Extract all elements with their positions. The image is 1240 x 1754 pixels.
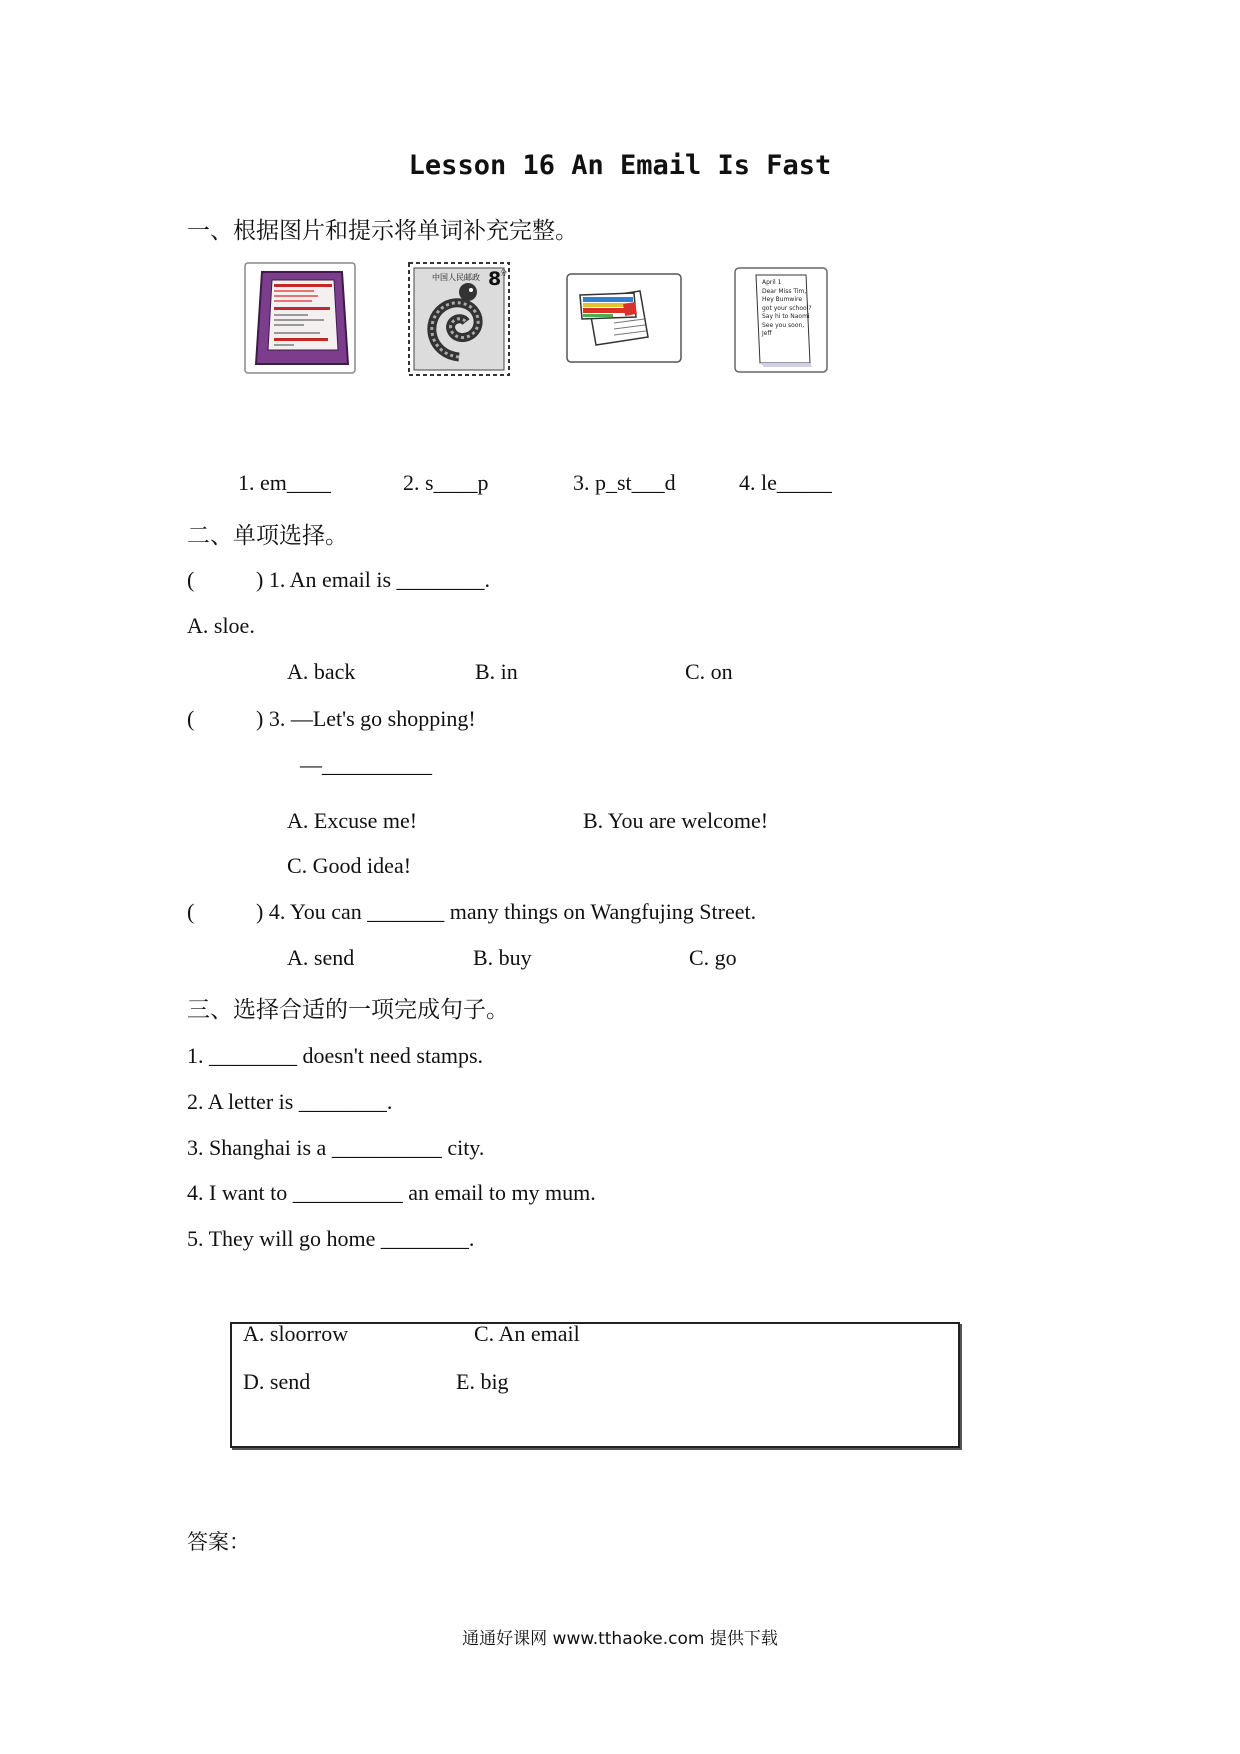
box-option-a: A. sloorrow — [243, 1321, 349, 1346]
fill-item-5: 5. They will go home ________. — [187, 1226, 475, 1251]
fill-item-4: 4. I want to __________ an email to my mum. — [187, 1180, 596, 1205]
q4-option-c: C. go — [689, 945, 737, 970]
q2-option-a: A. back — [287, 659, 356, 684]
postcard-icon — [566, 273, 682, 363]
word-item-1: 1. em____ — [238, 470, 331, 495]
q4-text: ) 4. You can _______ many things on Wangfujing Street. — [256, 899, 757, 924]
box-option-d: D. send — [243, 1369, 311, 1394]
word-item-4: 4. le_____ — [739, 470, 832, 495]
letter-line: Jeff — [762, 330, 772, 337]
fill-item-1: 1. ________ doesn't need stamps. — [187, 1043, 484, 1068]
letter-line: April 1 — [762, 279, 782, 286]
q3-option-b: B. You are welcome! — [583, 808, 769, 833]
letter-line: got your school? — [762, 304, 812, 312]
section2-heading: 二、单项选择。 — [187, 523, 348, 549]
section3-heading: 三、选择合适的一项完成句子。 — [187, 997, 509, 1023]
letter-line: Say hi to Naomi — [762, 313, 810, 320]
box-option-e: E. big — [456, 1369, 509, 1394]
q2-option-b: B. in — [475, 659, 518, 684]
stamp-country-text: 中国人民邮政 — [432, 273, 480, 282]
fill-item-2: 2. A letter is ________. — [187, 1089, 393, 1114]
letter-line: See you soon, — [762, 321, 805, 329]
word-item-2: 2. s____p — [403, 470, 489, 495]
stamp-icon — [408, 262, 510, 376]
stamp-unit-text: 分 — [500, 269, 507, 277]
page-title: Lesson 16 An Email Is Fast — [408, 150, 832, 181]
fill-item-3: 3. Shanghai is a __________ city. — [187, 1135, 485, 1160]
q3-option-a: A. Excuse me! — [287, 808, 418, 833]
section1-heading: 一、根据图片和提示将单词补充完整。 — [187, 218, 578, 244]
box-option-c: C. An email — [474, 1321, 580, 1346]
letter-line: Hey Bumwire — [762, 296, 803, 303]
q3-option-c: C. Good idea! — [287, 853, 412, 878]
q4-option-b: B. buy — [473, 945, 532, 970]
q4-option-a: A. send — [287, 945, 355, 970]
word-item-3: 3. p_st___d — [573, 470, 676, 495]
q1-option: A. sloe. — [187, 613, 255, 638]
letter-line: Dear Miss Tim, — [762, 287, 807, 295]
answers-label: 答案： — [187, 1530, 250, 1554]
q3-text: ) 3. —Let's go shopping! — [256, 706, 476, 731]
q3-reply: —__________ — [300, 752, 432, 777]
letter-icon — [734, 267, 828, 373]
q3-paren: ( — [187, 706, 195, 731]
stamp-value-text: 8 — [488, 268, 502, 290]
q1-paren: ( — [187, 567, 195, 592]
footer-text: 通通好课网 www.tthaoke.com 提供下载 — [462, 1629, 778, 1649]
q1-text: ) 1. An email is ________. — [256, 567, 491, 592]
q2-option-c: C. on — [685, 659, 733, 684]
q4-paren: ( — [187, 899, 195, 924]
email-screen-icon — [244, 262, 356, 374]
